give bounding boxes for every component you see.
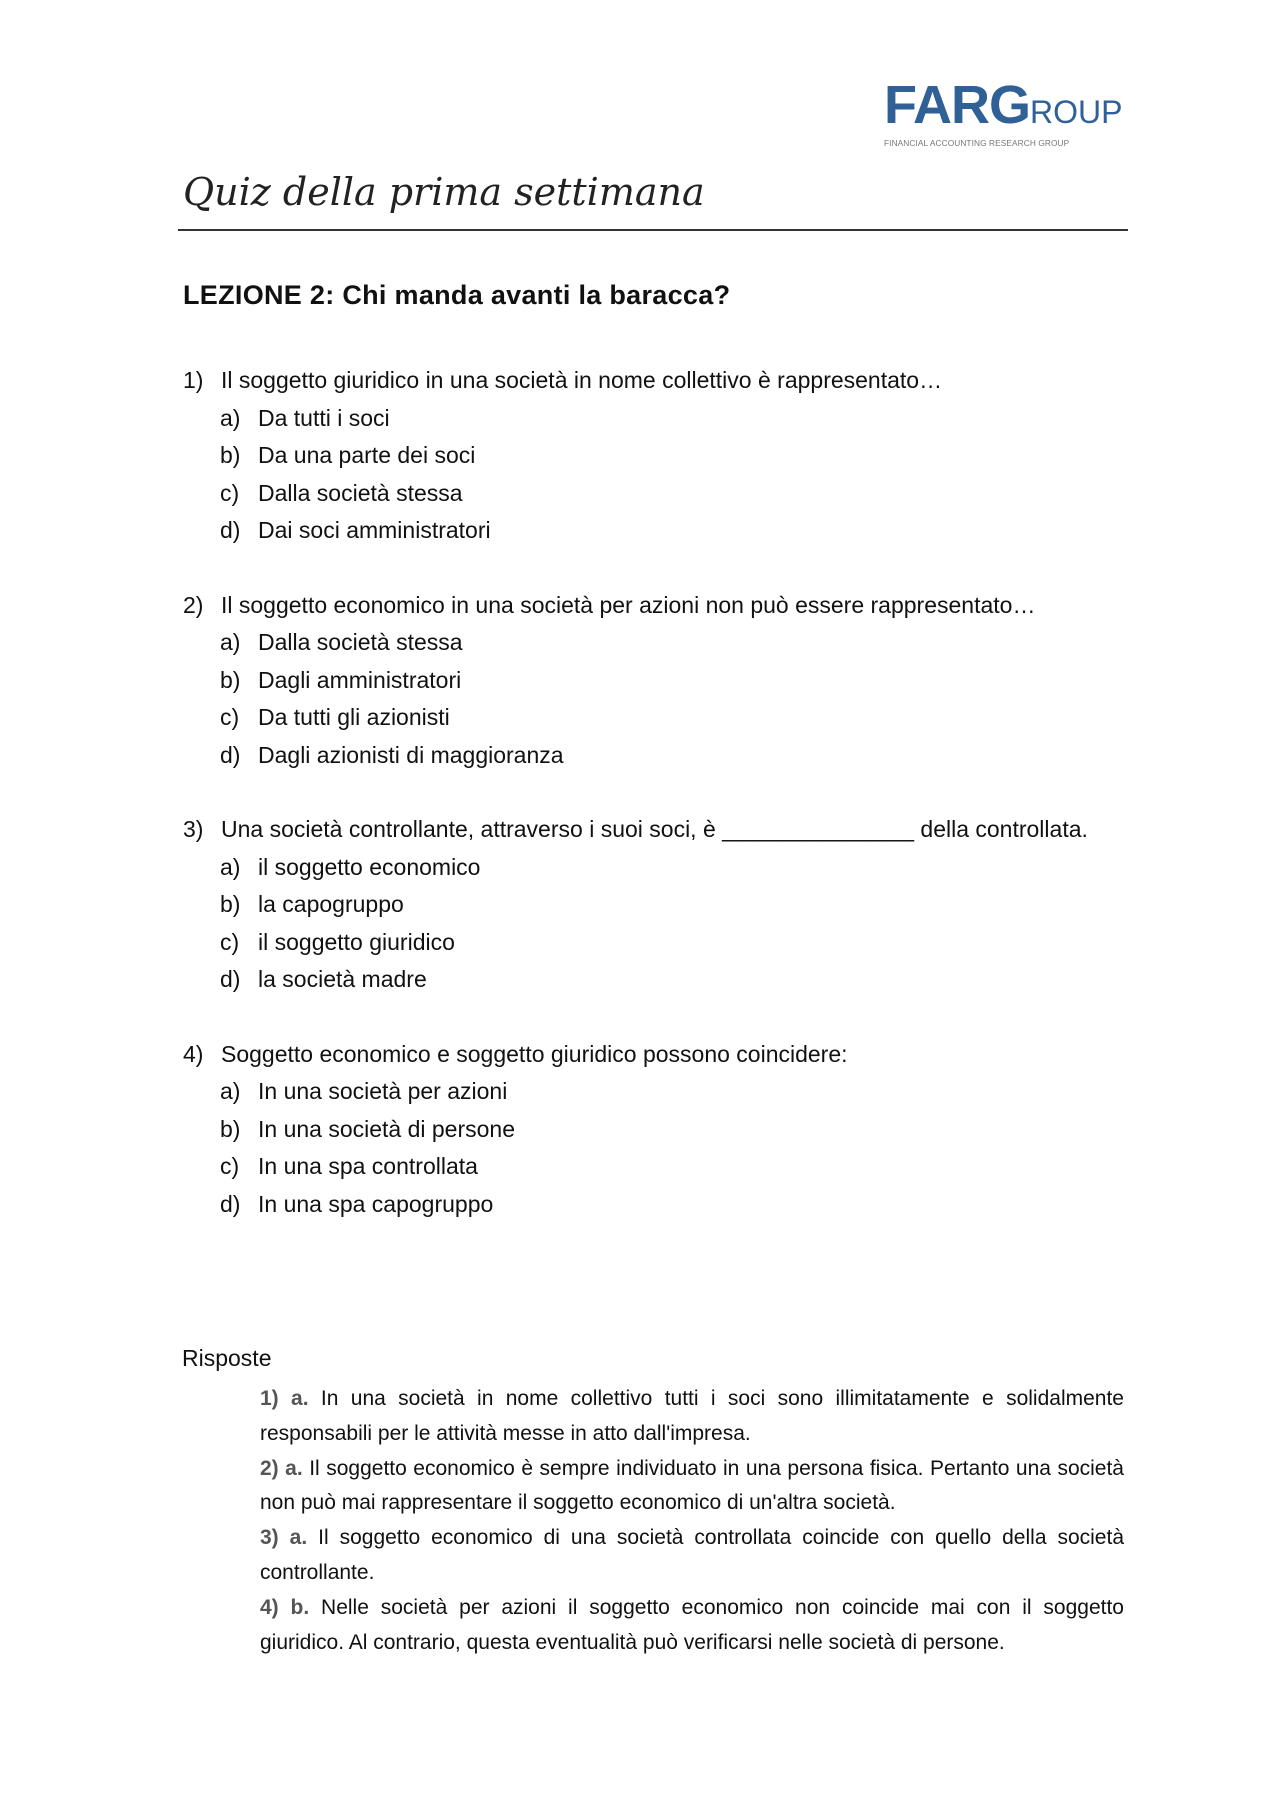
logo-small: ROUP	[1030, 94, 1123, 130]
question-2	[183, 587, 1263, 775]
option-text: Dalla società stessa	[258, 479, 463, 506]
option	[183, 1111, 1263, 1149]
answer-text: Il soggetto economico di una società controllata coincide con quello della società controllante.	[260, 1526, 1124, 1584]
answer-key: 1) a.	[260, 1387, 309, 1410]
question-number: 4)	[183, 1040, 204, 1067]
option	[183, 1148, 1263, 1186]
option-key: b)	[220, 891, 241, 917]
farg-logo	[884, 76, 1184, 149]
answers-heading: Risposte	[182, 1345, 272, 1371]
answer-text: Nelle società per azioni il soggetto economico non coincide mai con il soggetto giuridico. Al contrario, questa eventualità può verificarsi nelle società di persone.	[260, 1595, 1124, 1654]
option-key: d)	[220, 517, 241, 543]
option-text: Da tutti gli azionisti	[258, 704, 450, 730]
answer-key: 4) b.	[260, 1595, 310, 1619]
option	[183, 624, 1263, 662]
option-key: b)	[220, 1115, 241, 1142]
option-text: il soggetto giuridico	[258, 928, 455, 955]
option	[183, 512, 1263, 550]
page-title: Quiz della prima settimana	[183, 170, 705, 214]
option-text: Dagli amministratori	[258, 666, 462, 693]
option-key: a)	[220, 853, 241, 880]
option-text: Dalla società stessa	[258, 629, 463, 655]
answer-key: 3) a.	[260, 1526, 308, 1550]
option-text: il soggetto economico	[258, 853, 481, 880]
option-key: d)	[220, 1190, 241, 1217]
option-text: Da tutti i soci	[258, 404, 390, 431]
option	[183, 475, 1263, 513]
question-number: 3)	[183, 816, 204, 842]
answer-item	[260, 1591, 1124, 1661]
option-text: In una spa capogruppo	[258, 1190, 494, 1217]
answer-key: 2) a.	[260, 1456, 303, 1480]
title-divider	[178, 229, 1128, 231]
question-text	[183, 1036, 1263, 1074]
option	[183, 737, 1263, 775]
option-key: c)	[220, 928, 240, 955]
option-key: d)	[220, 966, 241, 992]
option-text: Dai soci amministratori	[258, 517, 491, 543]
option-text: la società madre	[258, 966, 427, 992]
option-key: a)	[220, 404, 241, 431]
option	[183, 699, 1263, 737]
option	[183, 437, 1263, 475]
question-4	[183, 1036, 1263, 1224]
lesson-heading: LEZIONE 2: Chi manda avanti la baracca?	[183, 280, 731, 310]
option	[183, 662, 1263, 700]
question-text	[183, 811, 1263, 849]
question-3	[183, 811, 1263, 999]
question-number: 2)	[183, 591, 204, 618]
question-1	[183, 362, 1263, 550]
option	[183, 849, 1263, 887]
answer-item	[260, 1452, 1124, 1522]
answer-text: In una società in nome collettivo tutti i soci sono illimitatamente e solidalmente responsabili per le attività messe in atto dall'impresa.	[260, 1387, 1124, 1445]
answer-text: Il soggetto economico è sempre individuato in una persona fisica. Pertanto una società non può mai rappresentare il soggetto economico di un'altra società.	[260, 1456, 1124, 1515]
option-key: c)	[220, 704, 240, 730]
option-key: c)	[220, 1153, 240, 1179]
option-text: In una società di persone	[258, 1115, 516, 1142]
option-text: la capogruppo	[258, 891, 404, 917]
logo-big: FARG	[884, 75, 1031, 135]
option	[183, 924, 1263, 962]
option-key: d)	[220, 741, 241, 768]
question-label: Soggetto economico e soggetto giuridico possono coincidere:	[221, 1040, 848, 1067]
option-key: b)	[220, 442, 241, 468]
answer-item	[260, 1382, 1124, 1452]
option-key: b)	[220, 666, 241, 693]
option-text: In una spa controllata	[258, 1153, 478, 1179]
question-list	[183, 362, 1263, 1260]
option-text: Dagli azionisti di maggioranza	[258, 741, 564, 768]
option	[183, 1073, 1263, 1111]
question-text	[183, 362, 1263, 400]
answers-list	[260, 1382, 1124, 1660]
option	[183, 961, 1263, 999]
question-label: Il soggetto giuridico in una società in nome collettivo è rappresentato…	[221, 367, 943, 393]
question-label: Il soggetto economico in una società per azioni non può essere rappresentato…	[221, 591, 1036, 618]
option-key: c)	[220, 479, 240, 506]
option-text: In una società per azioni	[258, 1078, 508, 1104]
question-text	[183, 587, 1263, 625]
question-label: Una società controllante, attraverso i suoi soci, è _______________ della controllata.	[221, 816, 1088, 842]
option-key: a)	[220, 1078, 241, 1104]
option-key: a)	[220, 629, 241, 655]
option-text: Da una parte dei soci	[258, 442, 476, 468]
answer-item	[260, 1521, 1124, 1591]
option	[183, 886, 1263, 924]
option	[183, 1186, 1263, 1224]
question-number: 1)	[183, 367, 204, 393]
logo-subtitle: FINANCIAL ACCOUNTING RESEARCH GROUP	[884, 138, 1070, 148]
option	[183, 400, 1263, 438]
